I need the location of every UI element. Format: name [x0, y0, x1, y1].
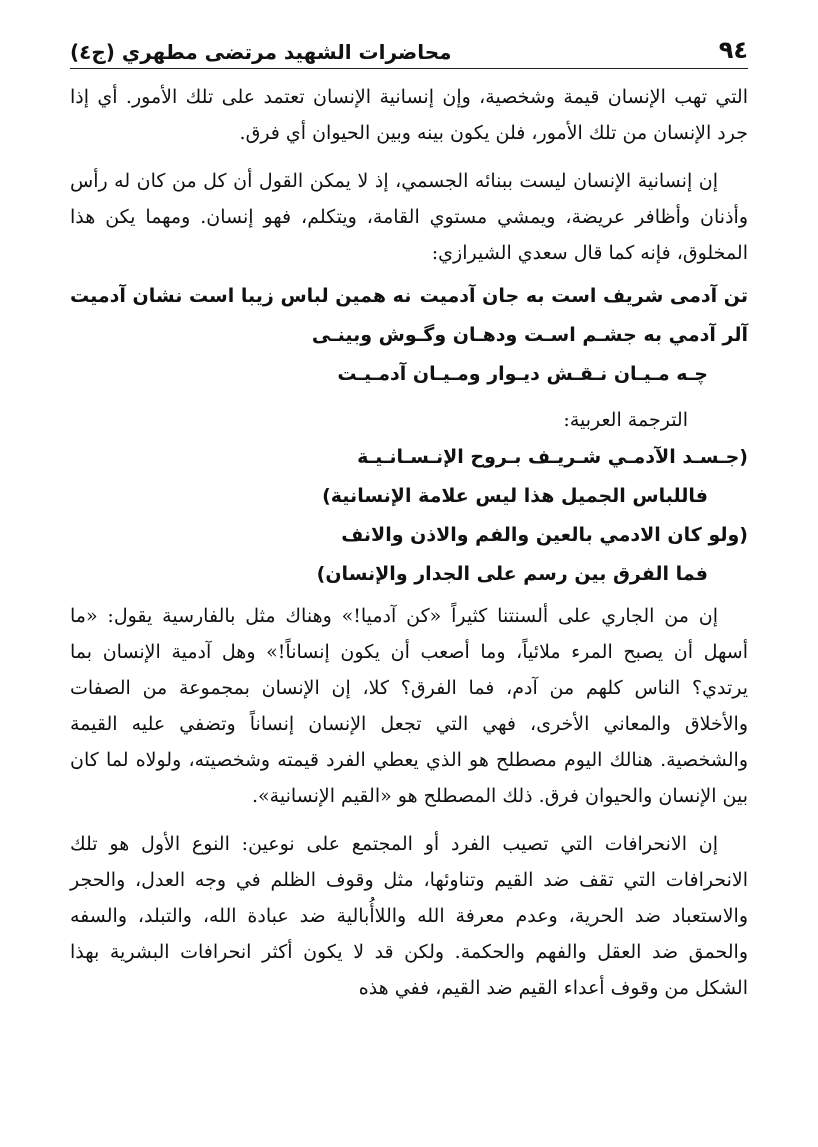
- arabic-verse: [70, 438, 748, 594]
- translation-label: الترجمة العربية:: [563, 409, 688, 431]
- persian-hemistich: نه همين لباس زيبا است نشان آدميت: [70, 285, 412, 307]
- paragraph: إن إنسانية الإنسان ليست ببنائه الجسمي، إذ لا يمكن القول أن كل من كان له رأس وأذنان وأظافر عريضة، ويمشي مستوي القامة، ويتكلم، فهو إنسان. ومهما يكن هذا المخلوق، فإنه كما قال سعدي الشيرازي:: [70, 170, 748, 264]
- paragraph: إن الانحرافات التي تصيب الفرد أو المجتمع على نوعين: النوع الأول هو تلك الانحرافات التي تقف ضد القيم وتناوئها، مثل وقوف الظلم في وجه العدل، والحجر والاستعباد ضد الحرية، وعدم معرفة الله واللاأُبالية ضد عبادة الله، والتبلد، والسفه والحمق ضد العقل والفهم والحكمة. ولكن قد لا يكون أكثر انحرافات البشرية بهذا الشكل من وقوف أعداء القيم ضد القيم، ففي هذه: [70, 833, 748, 999]
- running-title: محاضرات الشهيد مرتضى مطهري (ج٤): [70, 40, 452, 64]
- persian-verse-line: [70, 277, 748, 316]
- book-page: [70, 22, 748, 1137]
- paragraph: إن من الجاري على ألسنتنا كثيراً «كن آدميا!» وهناك مثل بالفارسية يقول: «ما أسهل أن يصبح المرء ملائياً، وما أصعب أن يكون إنساناً!» وهل آدمية الإنسان بما يرتدي؟ الناس كلهم من آدم، فما الفرق؟ كلا، إن الإنسان بمجموعة من الصفات والأخلاق والمعاني الأخرى، فهي التي تجعل الإنسان إنساناً وتضفي عليه القيمة والشخصية. هنالك اليوم مصطلح هو الذي يعطي الفرد قيمته وشخصيته، ولولاه لما كان بين الإنسان والحيوان فرق. ذلك المصطلح هو «القيم الإنسانية».: [70, 605, 748, 807]
- page-content: [70, 79, 748, 1006]
- arabic-verse-line: (ولو كان الادمي بالعين والفم والاذن والانف: [341, 524, 748, 546]
- persian-verse-line: چـه مـيـان نـقـش ديـوار ومـيـان آدمـيـت: [337, 363, 708, 385]
- persian-hemistich: تن آدمی شريف است به جان آدميت: [419, 285, 748, 307]
- page-header: [70, 22, 748, 69]
- arabic-verse-line: (جـسـد الآدمـي شـريـف بـروح الإنـسـانـيـة: [357, 446, 748, 468]
- persian-verse: [70, 277, 748, 394]
- page-number: ٩٤: [718, 36, 748, 64]
- persian-verse-line: آلر آدمي به جشـم اسـت ودهـان وگـوش وبينـى: [311, 324, 748, 346]
- paragraph: التي تهب الإنسان قيمة وشخصية، وإن إنسانية الإنسان تعتمد على تلك الأمور. أي إذا جرد الإنسان من تلك الأمور، فلن يكون بينه وبين الحيوان أي فرق.: [70, 86, 748, 144]
- arabic-verse-line: فاللباس الجميل هذا ليس علامة الإنسانية): [322, 485, 708, 507]
- arabic-verse-line: فما الفرق بين رسم على الجدار والإنسان): [316, 563, 708, 585]
